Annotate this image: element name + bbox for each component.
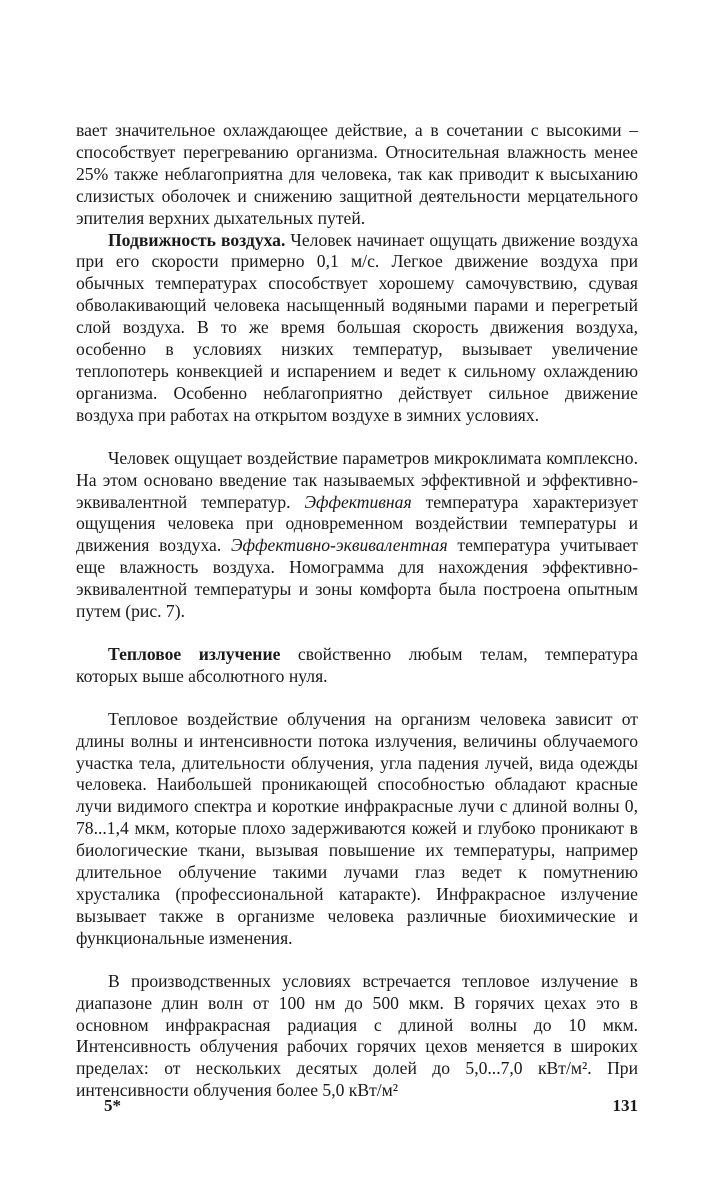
signature-mark: 5* xyxy=(104,1096,121,1115)
page-number: 131 xyxy=(612,1096,638,1115)
paragraph-continued: вает значительное охлаждающее действие, а в сочетании с высокими – способствует перегреванию организма. Относительная влажность менее 25% также неблагоприятна для человека, так как приводит к высыханию слизистых оболочек и снижению защитной деятельности мерцательного эпителия верхних дыхательных путей. xyxy=(76,120,638,228)
term-air-mobility: Подвижность воздуха. xyxy=(108,229,286,250)
term-thermal-radiation: Тепловое излучение xyxy=(108,643,281,664)
paragraph-text: свойственно любым телам, температура которых выше абсолютного нуля. xyxy=(76,643,638,686)
paragraph-text: Человек начинает ощущать движение воздуха при его скорости примерно 0,1 м/с. Легкое движение воздуха при обычных температурах способствует хорошему самочувствию, сдувая обволакивающий человека насыщенный водяными парами и перегретый слой воздуха. В то же время большая скорость движения воздуха, особенно в условиях низких температур, вызывает увеличение теплопотерь конвекцией и испарением и ведет к сильному охлаждению организма. Особенно неблагоприятно действует сильное движение воздуха при работах на открытом воздухе в зимних условиях. xyxy=(76,229,638,425)
paragraph-industrial-conditions: В производственных условиях встречается тепловое излучение в диапазоне длин волн от 100 нм до 500 мкм. В горячих цехах это в основном инфракрасная радиация с длиной волны до 10 мкм. Интенсивность облучения рабочих горячих цехов меняется в широких пределах: от нескольких десятых долей до 5,0...7,0 кВт/м². При интенсивности облучения более 5,0 кВт/м² xyxy=(76,970,638,1101)
paragraph-thermal-radiation xyxy=(76,644,638,688)
paragraph-text: Человек ощущает воздействие параметров микроклимата комплексно. На этом основано введение так называемых эффективной и эффективно-эквивалентной температур. xyxy=(76,447,638,512)
body-text xyxy=(76,120,638,1102)
term-effective-equivalent: Эффективно-эквивалентная xyxy=(231,535,448,556)
paragraph-radiation-effects: Тепловое воздействие облучения на организм человека зависит от длины волны и интенсивности потока излучения, величины облучаемого участка тела, длительности облучения, угла падения лучей, вида одежды человека. Наибольшей проникающей способностью обладают красные лучи видимого спектра и короткие инфракрасные лучи с длиной волны 0, 78...1,4 мкм, которые плохо задерживаются кожей и глубоко проникают в биологические ткани, вызывая повышение их температуры, например длительное облучение такими лучами глаз ведет к помутнению хрусталика (профессиональной катаракте). Инфракрасное излучение вызывает также в организме человека различные биохимические и функциональные изменения. xyxy=(76,708,638,948)
paragraph-effective-temperature xyxy=(76,448,638,623)
paragraph-text: температура учитывает еще влажность воздуха. Номограмма для нахождения эффективно-эквивалентной температуры и зоны комфорта была построена опытным путем (рис. 7). xyxy=(76,535,638,622)
paragraph-text: температура характеризует ощущения человека при одновременном воздействии температуры и движения воздуха. xyxy=(76,491,638,556)
paragraph-air-mobility xyxy=(76,230,638,427)
term-effective: Эффективная xyxy=(304,491,412,512)
